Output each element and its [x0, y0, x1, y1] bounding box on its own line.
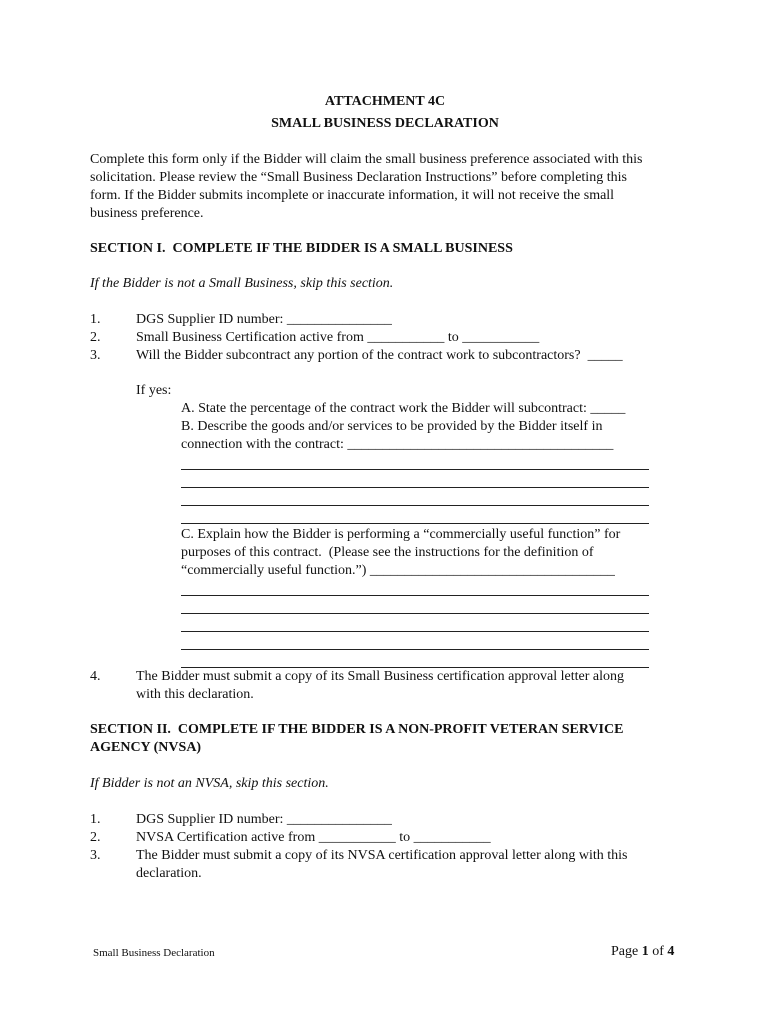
section-1-heading: SECTION I. COMPLETE IF THE BIDDER IS A SMALL BUSINESS	[90, 241, 513, 256]
certification-dates-field[interactable]: Small Business Certification active from ___________ to ___________	[136, 330, 540, 345]
describe-goods-blank-line[interactable]	[181, 523, 649, 524]
cuf-blank-line[interactable]	[181, 631, 649, 632]
cuf-blank-line[interactable]	[181, 595, 649, 596]
certification-letter-note: The Bidder must submit a copy of its Small Business certification approval letter along	[136, 669, 624, 684]
subcontract-percentage-field[interactable]: A. State the percentage of the contract work the Bidder will subcontract: _____	[181, 401, 626, 416]
intro-line: Complete this form only if the Bidder will claim the small business preference associated with this	[90, 152, 643, 167]
certification-letter-note: with this declaration.	[136, 687, 254, 702]
cuf-explain-label: C. Explain how the Bidder is performing a “commercially useful function” for	[181, 527, 621, 542]
nvsa-letter-note: The Bidder must submit a copy of its NVSA certification approval letter along with this	[136, 848, 628, 863]
item-number: 1.	[90, 312, 101, 327]
section-2-skip-note: If Bidder is not an NVSA, skip this section.	[90, 776, 329, 791]
item-number: 2.	[90, 330, 101, 345]
section-2-heading: SECTION II. COMPLETE IF THE BIDDER IS A NON-PROFIT VETERAN SERVICE	[90, 722, 624, 737]
if-yes-label: If yes:	[136, 383, 172, 398]
section-1-skip-note: If the Bidder is not a Small Business, skip this section.	[90, 276, 394, 291]
describe-goods-field[interactable]: connection with the contract: ______________________________________	[181, 437, 614, 452]
cuf-explain-field[interactable]: “commercially useful function.”) ___________________________________	[181, 563, 615, 578]
item-number: 2.	[90, 830, 101, 845]
footer-document-name: Small Business Declaration	[93, 947, 215, 959]
page-prefix: Page	[611, 944, 642, 959]
item-number: 3.	[90, 348, 101, 363]
nvsa-supplier-id-field[interactable]: DGS Supplier ID number: _______________	[136, 812, 392, 827]
page-total: 4	[667, 944, 675, 959]
supplier-id-field[interactable]: DGS Supplier ID number: _______________	[136, 312, 392, 327]
page-number	[611, 944, 674, 960]
nvsa-certification-dates-field[interactable]: NVSA Certification active from ___________ to ___________	[136, 830, 491, 845]
subcontract-question-field[interactable]: Will the Bidder subcontract any portion of the contract work to subcontractors? _____	[136, 348, 623, 363]
intro-line: business preference.	[90, 206, 204, 221]
item-number: 1.	[90, 812, 101, 827]
intro-paragraph	[90, 151, 680, 223]
describe-goods-blank-line[interactable]	[181, 469, 649, 470]
intro-line: form. If the Bidder submits incomplete or inaccurate information, it will not receive the small	[90, 188, 615, 203]
describe-goods-label: B. Describe the goods and/or services to be provided by the Bidder itself in	[181, 419, 603, 434]
cuf-blank-line[interactable]	[181, 667, 649, 668]
page-current: 1	[641, 944, 649, 959]
document-title: SMALL BUSINESS DECLARATION	[271, 116, 499, 131]
item-number: 3.	[90, 848, 101, 863]
section-2-heading: AGENCY (NVSA)	[90, 740, 202, 755]
describe-goods-blank-line[interactable]	[181, 505, 649, 506]
attachment-label: ATTACHMENT 4C	[324, 94, 446, 109]
page-of: of	[648, 944, 668, 959]
cuf-blank-line[interactable]	[181, 649, 649, 650]
item-number: 4.	[90, 669, 101, 684]
describe-goods-blank-line[interactable]	[181, 487, 649, 488]
cuf-explain-label: purposes of this contract. (Please see the instructions for the definition of	[181, 545, 594, 560]
cuf-blank-line[interactable]	[181, 613, 649, 614]
nvsa-letter-note: declaration.	[136, 866, 202, 881]
intro-line: solicitation. Please review the “Small Business Declaration Instructions” before completing this	[90, 170, 627, 185]
